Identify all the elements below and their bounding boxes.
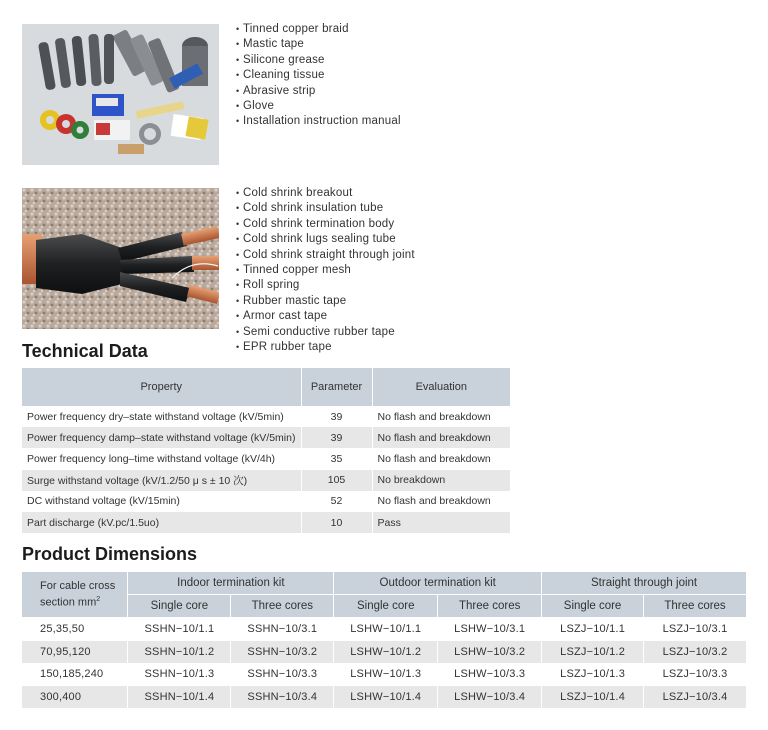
model-cell: SSHN−10/3.4 — [231, 686, 334, 709]
list-item: • Silicone grease — [236, 53, 401, 68]
subheader-cell: Single core — [128, 595, 231, 618]
table-row — [22, 512, 510, 533]
subheader-cell: Three cores — [231, 595, 334, 618]
list-item: • Cleaning tissue — [236, 68, 401, 83]
list-item: • Tinned copper mesh — [236, 263, 415, 278]
product-dimensions-heading: Product Dimensions — [22, 544, 198, 564]
evaluation-cell: No breakdown — [372, 470, 510, 491]
property-cell: Power frequency long–time withstand voltage (kV/4h) — [22, 448, 301, 469]
kit-items-list — [236, 22, 401, 130]
model-cell: LSZJ−10/1.4 — [542, 686, 644, 709]
parameter-cell: 52 — [301, 491, 372, 512]
model-cell: SSHN−10/3.3 — [231, 663, 334, 686]
cable-cross-section-header — [22, 572, 128, 618]
list-item: • Cold shrink lugs sealing tube — [236, 232, 415, 247]
cold-shrink-breakout-photo — [22, 188, 219, 329]
list-item: • Installation instruction manual — [236, 114, 401, 129]
list-item: • Tinned copper braid — [236, 22, 401, 37]
parameter-cell: 39 — [301, 406, 372, 427]
table-subheader-row — [22, 595, 747, 618]
table-row — [22, 470, 510, 491]
evaluation-cell: No flash and breakdown — [372, 406, 510, 427]
group-header-indoor: Indoor termination kit — [128, 572, 334, 595]
list-item: • Rubber mastic tape — [236, 294, 415, 309]
column-header-property: Property — [22, 368, 301, 406]
model-cell: SSHN−10/1.3 — [128, 663, 231, 686]
list-item: • Semi conductive rubber tape — [236, 325, 415, 340]
subheader-cell: Three cores — [438, 595, 542, 618]
table-header-row — [22, 572, 747, 595]
model-cell: LSHW−10/1.4 — [334, 686, 438, 709]
model-cell: LSZJ−10/3.3 — [644, 663, 747, 686]
model-cell: SSHN−10/1.2 — [128, 641, 231, 664]
model-cell: LSZJ−10/3.1 — [644, 618, 747, 641]
table-row — [22, 448, 510, 469]
list-item: • Roll spring — [236, 278, 415, 293]
model-cell: LSHW−10/3.4 — [438, 686, 542, 709]
section-cell: 25,35,50 — [22, 618, 128, 641]
model-cell: LSHW−10/3.1 — [438, 618, 542, 641]
list-item: • EPR rubber tape — [236, 340, 415, 355]
property-cell: DC withstand voltage (kV/15min) — [22, 491, 301, 512]
cold-shrink-items-list — [236, 186, 415, 355]
model-cell: LSZJ−10/1.3 — [542, 663, 644, 686]
property-cell: Power frequency damp–state withstand voltage (kV/5min) — [22, 427, 301, 448]
breakout-illustration — [22, 188, 219, 329]
subheader-cell: Single core — [542, 595, 644, 618]
model-cell: LSZJ−10/3.4 — [644, 686, 747, 709]
corner-label-line1: For cable cross — [40, 580, 116, 593]
table-row — [22, 663, 747, 686]
model-cell: SSHN−10/3.2 — [231, 641, 334, 664]
property-cell: Part discharge (kV.pc/1.5uo) — [22, 512, 301, 533]
model-cell: LSZJ−10/1.1 — [542, 618, 644, 641]
list-item: • Cold shrink termination body — [236, 217, 415, 232]
evaluation-cell: Pass — [372, 512, 510, 533]
table-row — [22, 491, 510, 512]
technical-data-table — [22, 368, 510, 533]
table-row — [22, 427, 510, 448]
list-item: • Cold shrink insulation tube — [236, 201, 415, 216]
list-item: • Abrasive strip — [236, 84, 401, 99]
property-cell: Power frequency dry–state withstand voltage (kV/5min) — [22, 406, 301, 427]
list-item: • Armor cast tape — [236, 309, 415, 324]
model-cell: LSHW−10/1.2 — [334, 641, 438, 664]
evaluation-cell: No flash and breakdown — [372, 491, 510, 512]
corner-label-line2: section mm — [40, 596, 97, 609]
kit-components-illustration — [22, 24, 219, 165]
section-cell: 300,400 — [22, 686, 128, 709]
column-header-evaluation: Evaluation — [372, 368, 510, 406]
model-cell: LSHW−10/1.1 — [334, 618, 438, 641]
column-header-parameter: Parameter — [301, 368, 372, 406]
list-item: • Cold shrink breakout — [236, 186, 415, 201]
product-dimensions-table — [22, 572, 747, 708]
evaluation-cell: No flash and breakdown — [372, 427, 510, 448]
model-cell: SSHN−10/3.1 — [231, 618, 334, 641]
table-row — [22, 406, 510, 427]
model-cell: LSHW−10/1.3 — [334, 663, 438, 686]
subheader-cell: Three cores — [644, 595, 747, 618]
parameter-cell: 10 — [301, 512, 372, 533]
section-cell: 70,95,120 — [22, 641, 128, 664]
list-item: • Mastic tape — [236, 37, 401, 52]
group-header-outdoor: Outdoor termination kit — [334, 572, 542, 595]
table-row — [22, 641, 747, 664]
corner-label-sup: 2 — [96, 596, 101, 604]
model-cell: LSZJ−10/3.2 — [644, 641, 747, 664]
model-cell: SSHN−10/1.1 — [128, 618, 231, 641]
list-item: • Glove — [236, 99, 401, 114]
subheader-cell: Single core — [334, 595, 438, 618]
property-cell: Surge withstand voltage (kV/1.2/50 μ s ± 10 次) — [22, 470, 301, 491]
model-cell: SSHN−10/1.4 — [128, 686, 231, 709]
parameter-cell: 35 — [301, 448, 372, 469]
evaluation-cell: No flash and breakdown — [372, 448, 510, 469]
list-item: • Cold shrink straight through joint — [236, 248, 415, 263]
parameter-cell: 39 — [301, 427, 372, 448]
section-cell: 150,185,240 — [22, 663, 128, 686]
technical-data-heading: Technical Data — [22, 341, 148, 361]
parameter-cell: 105 — [301, 470, 372, 491]
model-cell: LSHW−10/3.3 — [438, 663, 542, 686]
kit-components-photo — [22, 24, 219, 165]
table-row — [22, 618, 747, 641]
group-header-joint: Straight through joint — [542, 572, 747, 595]
model-cell: LSZJ−10/1.2 — [542, 641, 644, 664]
model-cell: LSHW−10/3.2 — [438, 641, 542, 664]
table-header-row — [22, 368, 510, 406]
table-row — [22, 686, 747, 709]
